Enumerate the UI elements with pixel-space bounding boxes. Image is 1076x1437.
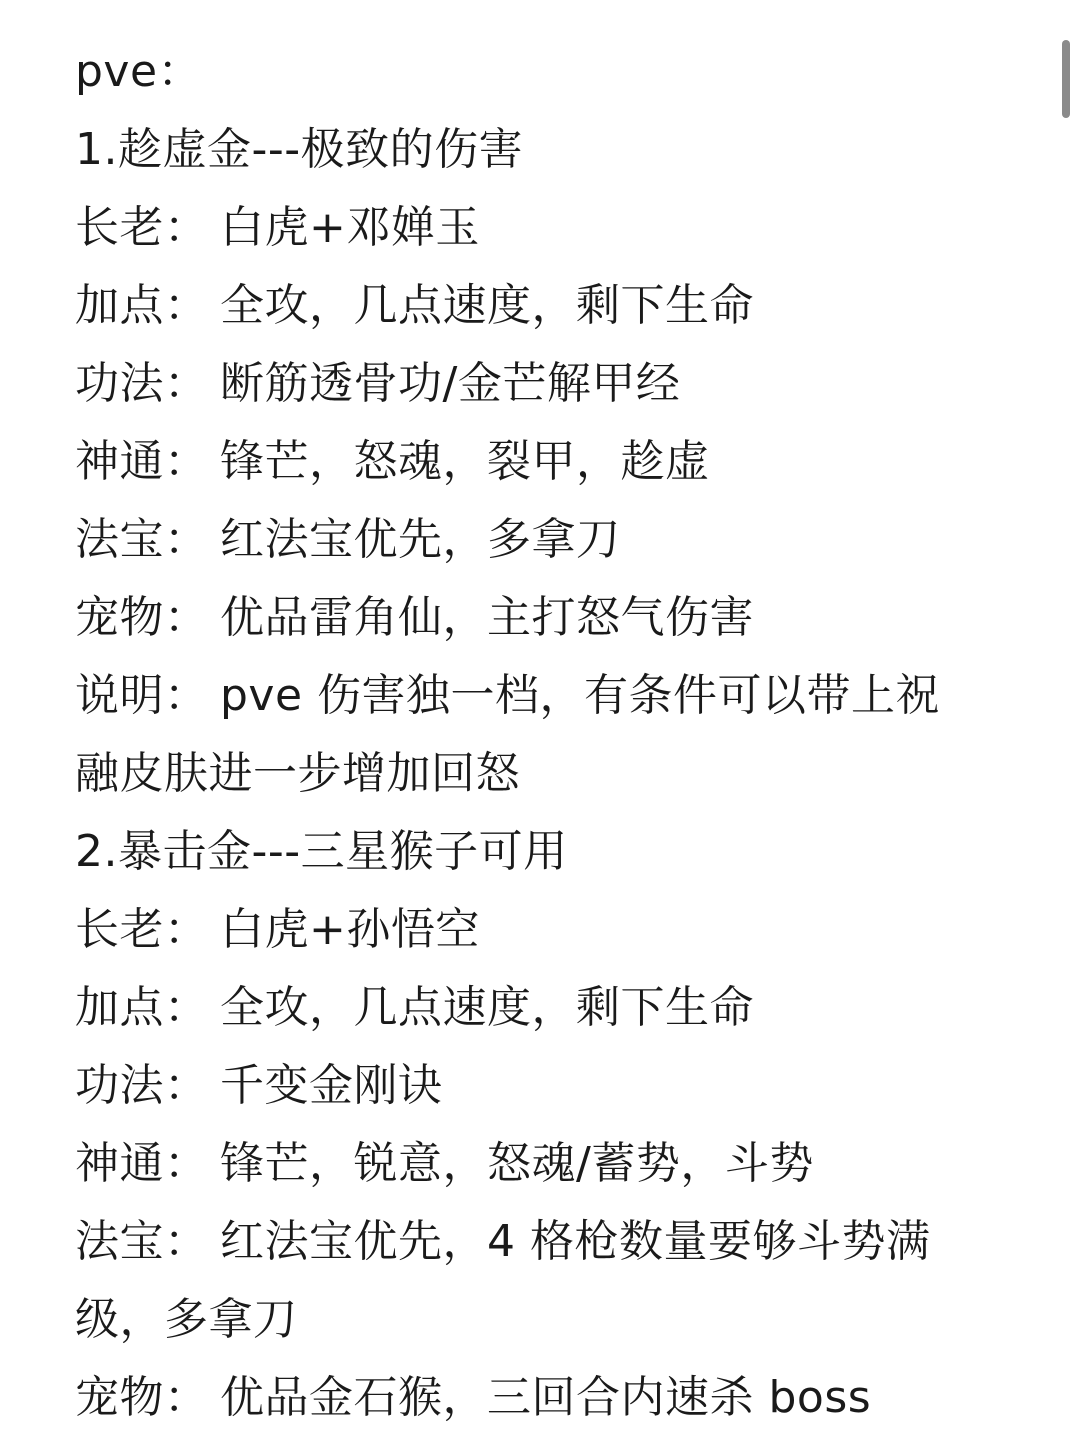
text-line <box>75 501 1035 579</box>
line-text: pve： <box>75 46 203 97</box>
line-label: 加点： <box>75 982 209 1033</box>
line-label: 功法： <box>75 1060 209 1111</box>
line-label: 加点： <box>75 280 209 331</box>
section-heading <box>75 111 1035 189</box>
line-text: 级，多拿刀 <box>75 1294 298 1345</box>
text-line <box>75 345 1035 423</box>
text-line <box>75 33 1035 111</box>
line-label: 法宝： <box>75 514 209 565</box>
line-text: 锋芒，怒魂，裂甲，趁虚 <box>220 436 710 487</box>
line-text: 2.暴击金---三星猴子可用 <box>75 826 568 877</box>
line-text: pve 伤害独一档，有条件可以带上祝 <box>220 670 941 721</box>
text-line <box>75 657 1035 735</box>
line-text: 优品金石猴，三回合内速杀 boss <box>220 1372 872 1423</box>
text-line <box>75 267 1035 345</box>
text-line <box>75 735 1035 813</box>
line-label: 神通： <box>75 436 209 487</box>
text-line <box>75 969 1035 1047</box>
scrollbar-thumb[interactable] <box>1062 40 1070 118</box>
text-line <box>75 1047 1035 1125</box>
text-line <box>75 1125 1035 1203</box>
text-line <box>75 1281 1035 1359</box>
line-text: 优品雷角仙，主打怒气伤害 <box>220 592 754 643</box>
line-label: 功法： <box>75 358 209 409</box>
line-label: 说明： <box>75 670 209 721</box>
line-text: 红法宝优先，多拿刀 <box>220 514 621 565</box>
line-text: 白虎+孙悟空 <box>220 904 480 955</box>
text-line <box>75 1359 1035 1437</box>
document-body <box>75 33 1035 1437</box>
line-text: 1.趁虚金---极致的伤害 <box>75 124 524 175</box>
section-heading <box>75 813 1035 891</box>
line-text: 全攻，几点速度，剩下生命 <box>220 982 754 1033</box>
line-label: 法宝： <box>75 1216 209 1267</box>
text-line <box>75 891 1035 969</box>
text-line <box>75 579 1035 657</box>
line-text: 锋芒，锐意，怒魂/蓄势，斗势 <box>220 1138 814 1189</box>
line-label: 宠物： <box>75 1372 209 1423</box>
text-line <box>75 189 1035 267</box>
line-text: 断筋透骨功/金芒解甲经 <box>220 358 681 409</box>
text-line <box>75 423 1035 501</box>
line-text: 红法宝优先，4 格枪数量要够斗势满 <box>220 1216 931 1267</box>
line-text: 千变金刚诀 <box>220 1060 443 1111</box>
line-label: 神通： <box>75 1138 209 1189</box>
line-text: 融皮肤进一步增加回怒 <box>75 748 520 799</box>
line-text: 白虎+邓婵玉 <box>220 202 480 253</box>
line-text: 全攻，几点速度，剩下生命 <box>220 280 754 331</box>
line-label: 宠物： <box>75 592 209 643</box>
line-label: 长老： <box>75 202 209 253</box>
line-label: 长老： <box>75 904 209 955</box>
text-line <box>75 1203 1035 1281</box>
